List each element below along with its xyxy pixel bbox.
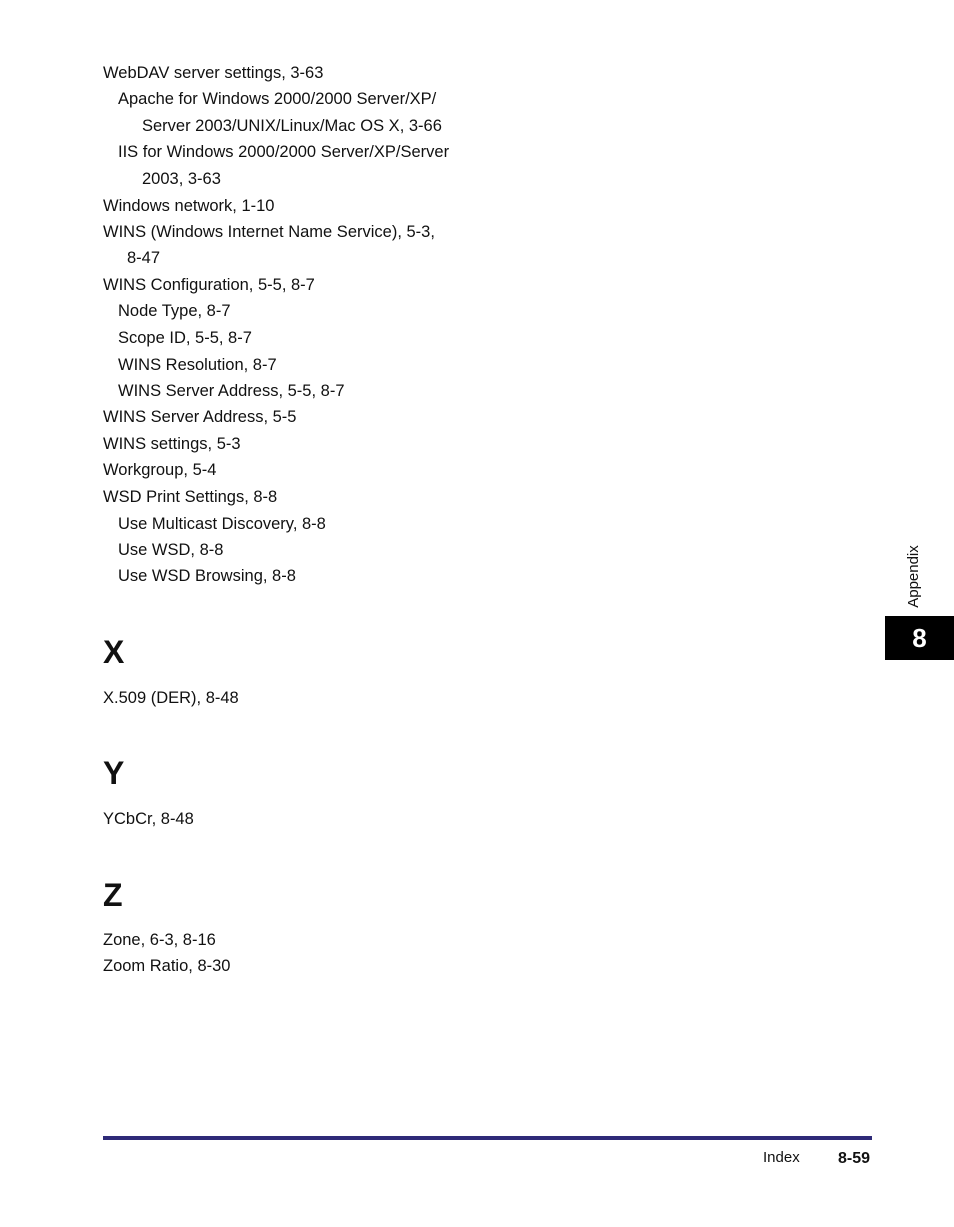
index-entry: WINS settings, 5-3 [103,435,241,453]
index-subentry: WINS Resolution, 8-7 [118,356,277,374]
index-subentry-continuation: 2003, 3-63 [142,170,221,188]
footer-page-number: 8-59 [838,1150,871,1167]
index-entry: Zoom Ratio, 8-30 [103,957,231,975]
index-entry: WINS Configuration, 5-5, 8-7 [103,276,315,294]
index-entry: Zone, 6-3, 8-16 [103,931,216,949]
index-subentry: WINS Server Address, 5-5, 8-7 [118,382,345,400]
index-entry: WSD Print Settings, 8-8 [103,488,278,506]
index-subentry-continuation: Server 2003/UNIX/Linux/Mac OS X, 3-66 [142,117,442,135]
section-letter-z: Z [103,877,123,913]
index-entry: Windows network, 1-10 [103,197,275,215]
index-subentry: IIS for Windows 2000/2000 Server/XP/Server [118,143,450,161]
footer-rule [103,1136,872,1140]
chapter-side-label-text: Appendix [904,544,922,608]
index-entry: WINS (Windows Internet Name Service), 5-3, [103,223,435,241]
index-entry: Workgroup, 5-4 [103,461,217,479]
index-subentry: Scope ID, 5-5, 8-7 [118,329,252,347]
index-entry: WebDAV server settings, 3-63 [103,64,324,82]
index-subentry: Node Type, 8-7 [118,302,231,320]
index-subentry: Use Multicast Discovery, 8-8 [118,515,326,533]
chapter-side-label [897,540,929,612]
section-letter-y: Y [103,755,125,791]
section-letter-x: X [103,634,125,670]
index-entry-continuation: 8-47 [127,249,161,267]
index-entry: WINS Server Address, 5-5 [103,408,297,426]
index-subentry: Apache for Windows 2000/2000 Server/XP/ [118,90,437,108]
index-entry: X.509 (DER), 8-48 [103,689,239,707]
index-subentry: Use WSD, 8-8 [118,541,224,559]
chapter-tab: 8 [885,616,954,660]
footer-section-title: Index [763,1149,800,1166]
index-entry: YCbCr, 8-48 [103,810,194,828]
index-subentry: Use WSD Browsing, 8-8 [118,567,296,585]
